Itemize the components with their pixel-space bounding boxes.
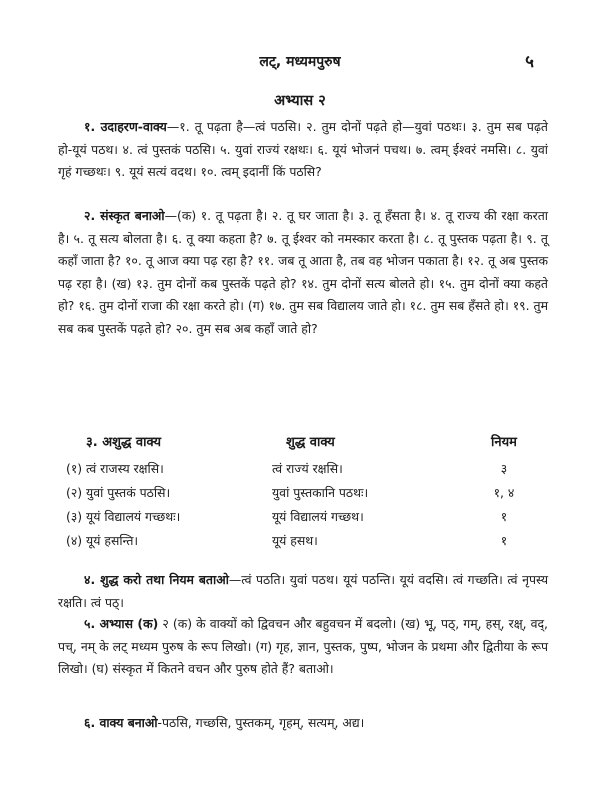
correct-sentence: यूयं विद्यालयं गच्छथ। xyxy=(272,509,364,524)
header-incorrect: ३. अशुद्ध वाक्य xyxy=(86,435,161,450)
exercise-4-correct xyxy=(58,569,548,614)
table-row xyxy=(58,484,548,508)
exercise-4-heading: ४. शुद्ध करो तथा नियम बताओ xyxy=(84,572,229,587)
incorrect-sentence: (२) युवां पुस्तकं पठसि। xyxy=(66,485,171,500)
correction-table xyxy=(58,432,548,556)
exercise-1-text: —१. तू पढ़ता है—त्वं पठसि। २. तुम दोनों पढ़ते हो—युवां पठथः। ३. तुम सब पढ़ते हो-यूयं पठथ। ४. त्वं पुस्तकं पठसि। ५. युवां राज्यं रक्षथः। ६. यूयं भोजनं पचथ। ७. त्वम् ईश्वरं नमसि। ८. युवां गृहं गच्छथः। ९. यूयं सत्यं वदथ। १०. त्वम् इदानीं किं पठसि? xyxy=(58,119,548,180)
exercise-6-heading: ६. वाक्य बनाओ xyxy=(84,715,158,730)
exercise-2-heading: २. संस्कृत बनाओ xyxy=(84,208,165,223)
exercise-1-heading: १. उदाहरण-वाक्य xyxy=(84,119,167,134)
page-number: ५ xyxy=(525,52,534,72)
incorrect-sentence: (४) यूयं हसन्ति। xyxy=(66,533,139,548)
exercise-5-heading: ५. अभ्यास (क) xyxy=(84,616,159,631)
page-header xyxy=(0,52,600,78)
running-title: लट्, मध्यमपुरुष xyxy=(259,54,341,70)
header-rule: नियम xyxy=(491,435,517,450)
exercise-title: अभ्यास २ xyxy=(274,93,326,109)
exercise-1-examples xyxy=(58,116,548,184)
correct-sentence: यूयं हसथ। xyxy=(272,533,318,548)
table-row xyxy=(58,532,548,556)
exercise-2-text: —(क) १. तू पढ़ता है। २. तू घर जाता है। ३. तू हँसता है। ४. तू राज्य की रक्षा करता है। ५. तू सत्य बोलता है। ६. तू क्या कहता है? ७. तू ईश्वर को नमस्कार करता है। ८. तू पुस्तक पढ़ता है। ९. तू कहाँ जाता है? १०. तू आज क्या पढ़ रहा है? ११. जब तू आता है, तब वह भोजन पकाता है। १२. तू अब पुस्तक पढ़ रहा है। (ख) १३. तुम दोनों कब पुस्तकें पढ़ते हो? १४. तुम दोनों सत्य बोलते हो। १५. तुम दोनों क्या कहते हो? १६. तुम दोनों राजा की रक्षा करते हो। (ग) १७. तुम सब विद्यालय जाते हो। १८. तुम सब हँसते हो। १९. तुम सब कब पुस्तकें पढ़ते हो? २०. तुम सब अब कहाँ जाते हो? xyxy=(58,208,549,336)
table-row xyxy=(58,508,548,532)
exercise-2-translate xyxy=(58,205,548,341)
correct-sentence: त्वं राज्यं रक्षसि। xyxy=(272,461,343,476)
correct-sentence: युवां पुस्तकानि पठथः। xyxy=(272,485,369,500)
rule-number: १ xyxy=(500,509,508,524)
incorrect-sentence: (३) यूयं विद्यालयं गच्छथः। xyxy=(66,509,181,524)
exercise-6-make-sentences xyxy=(58,712,548,735)
exercise-5-practice xyxy=(58,613,548,681)
exercise-6-text: -पठसि, गच्छसि, पुस्तकम्, गृहम्, सत्यम्, अद्य। xyxy=(157,715,365,730)
header-correct: शुद्ध वाक्य xyxy=(286,435,335,450)
incorrect-sentence: (१) त्वं राजस्य रक्षसि। xyxy=(66,461,164,476)
rule-number: १, ४ xyxy=(493,485,515,500)
rule-number: ३ xyxy=(500,461,508,476)
exercise-4-text: —त्वं पठति। युवां पठथ। यूयं पठन्ति। यूयं वदसि। त्वं गच्छति। त्वं नृपस्य रक्षति। त्वं पठ्। xyxy=(58,572,549,610)
table-row xyxy=(58,460,548,484)
rule-number: १ xyxy=(500,533,508,548)
correction-table-header xyxy=(58,432,548,460)
exercise-5-text: २ (क) के वाक्यों को द्विवचन और बहुवचन में बदलो। (ख) भू, पठ्, गम्, हस्, रक्ष्, वद्, पच्, नम् के लट् मध्यम पुरुष के रूप लिखो। (ग) गृह, ज्ञान, पुस्तक, पुष्प, भोजन के प्रथमा और द्वितीया के रूप लिखो। (घ) संस्कृत में कितने वचन और पुरुष होते हैं? बताओ। xyxy=(58,616,548,677)
